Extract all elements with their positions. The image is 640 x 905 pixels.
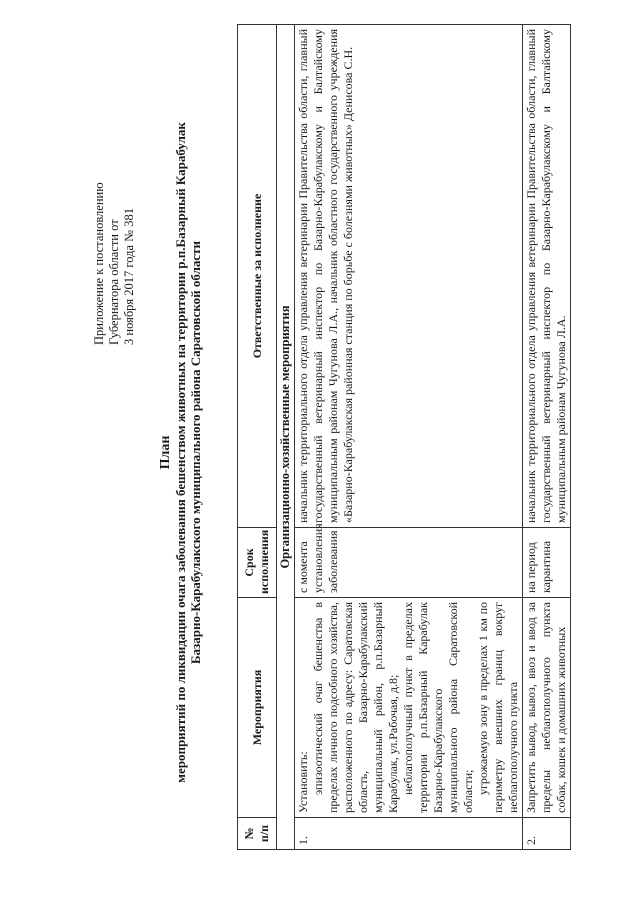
plan-title-line-1: План	[158, 435, 173, 470]
measures-paragraph: угрожаемую зону в пределах 1 км по периметру внешних границ вокруг неблагополучного пункта	[476, 602, 520, 813]
row-term: с момента установления заболевания	[295, 528, 523, 598]
measures-paragraph: неблагополучный пункт в пределах территории р.п.Базарный Карабулак Базарно-Карабулакского муниципального района Саратовской области;	[401, 602, 475, 813]
appendix-line-1: Приложение к постановлению	[92, 182, 106, 345]
row-num: 2.	[523, 818, 571, 850]
header-measures: Мероприятия	[238, 598, 277, 818]
header-responsible: Ответственные за исполнение	[238, 25, 277, 528]
row-measures: Запретить вывод, вывоз, ввоз и ввод за пределы неблагополучного пункта собак, кошек и домашних животных	[523, 598, 571, 818]
row-num: 1.	[295, 818, 523, 850]
appendix-line-3: 3 ноября 2017 года № 381	[122, 208, 136, 345]
row-responsible: начальник территориального отдела управления ветеринарии Правительства области, главный государственный ветеринарный инспектор по Базарно-Карабулакскому и Балтайскому муниципальным районам Чугунова Л.А.	[523, 25, 571, 528]
row-measures	[295, 598, 523, 818]
header-term: Срок исполнения	[238, 528, 277, 598]
appendix-note	[92, 45, 137, 345]
section-title: Организационно-хозяйственные мероприятия	[277, 25, 295, 850]
header-num: № п/п	[238, 818, 277, 850]
table-row	[295, 25, 523, 850]
plan-title-line-2: мероприятий по ликвидации очага заболевания бешенством животных на территории р.п.Базарный Карабулак	[173, 122, 188, 783]
measures-intro: Установить:	[296, 751, 310, 813]
appendix-line-2: Губернатора области от	[107, 219, 121, 345]
measures-paragraph: эпизоотический очаг бешенства в пределах личного подсобного хозяйства, расположенного по адресу: Саратовская область, Базарно-Карабулакский муниципальный район, р.п.Базарный Карабулак, ул.Рабочая, д.8;	[311, 602, 400, 813]
plan-table	[237, 24, 571, 850]
plan-title-line-3: Базарно-Карабулакского муниципального района Саратовской области	[188, 240, 203, 665]
table-header-row	[238, 25, 277, 850]
row-term: на период карантина	[523, 528, 571, 598]
table-row	[523, 25, 571, 850]
section-row	[277, 25, 295, 850]
plan-title	[158, 0, 203, 905]
row-responsible: начальник территориального отдела управления ветеринарии Правительства области, главный государственный ветеринарный инспектор по Базарно-Карабулакскому и Балтайскому муниципальным районам Чугунова Л.А., начальник областного государственного учреждения «Базарно-Карабулакская районная станция по борьбе с болезнями животных» Денисова С.Н.	[295, 25, 523, 528]
